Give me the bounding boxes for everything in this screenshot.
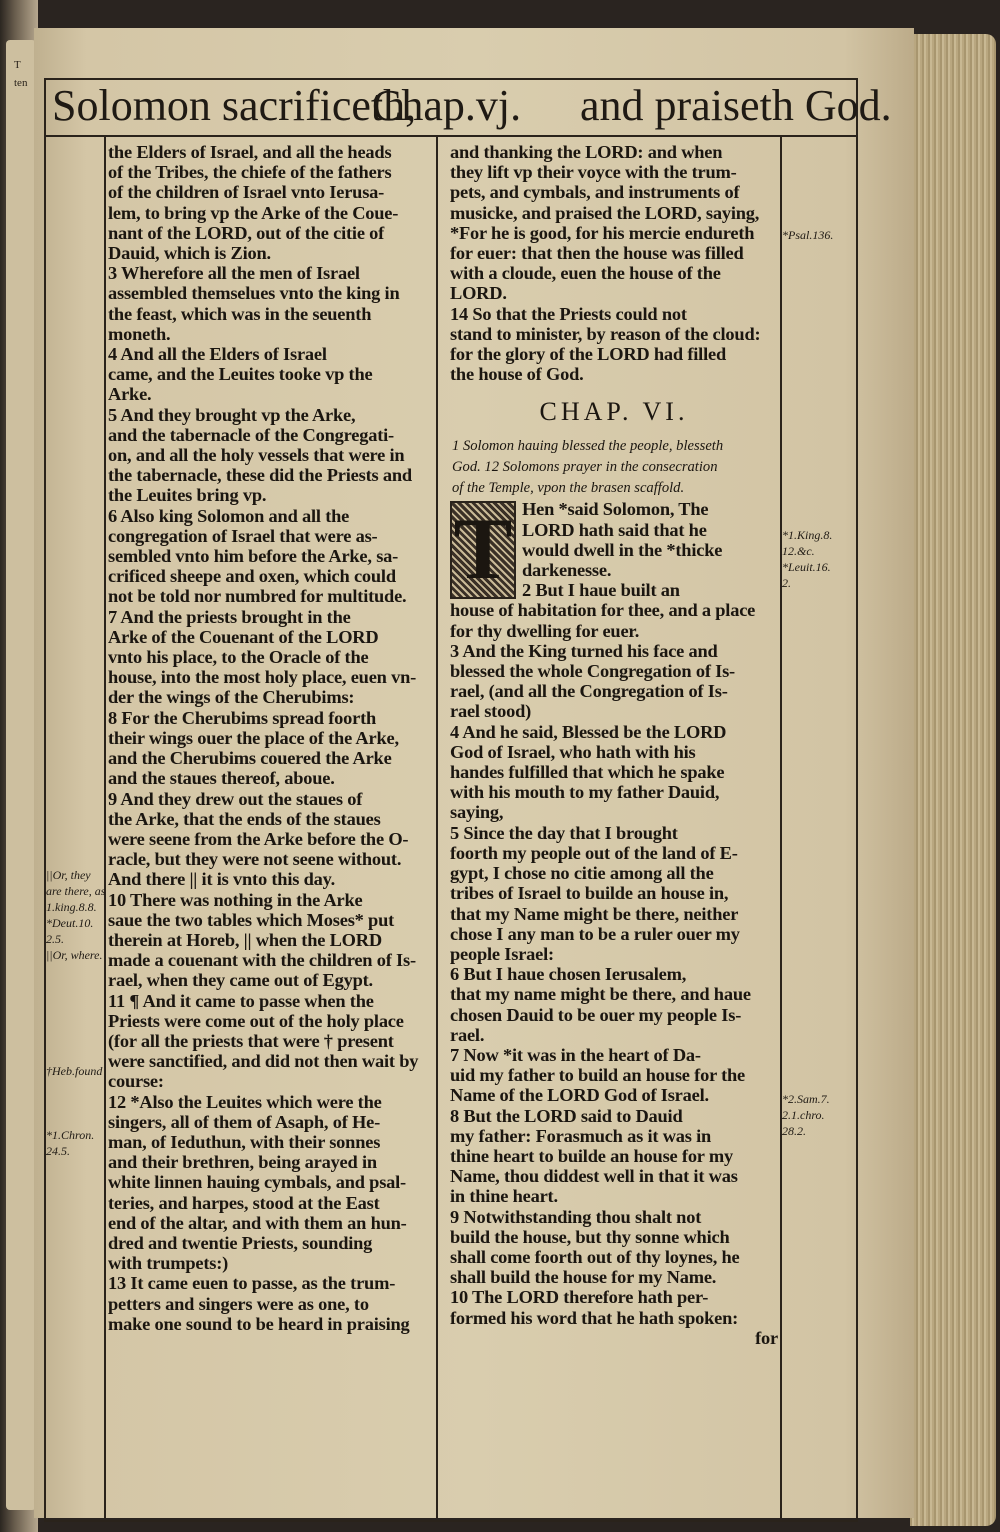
verse-line: and the tabernacle of the Congregati- (108, 424, 394, 445)
verse-line: in thine heart. (450, 1186, 558, 1207)
margin-note: *Leuit.16. (782, 560, 831, 574)
verse-line: God of Israel, who hath with his (450, 741, 696, 762)
verse-line: of the Tribes, the chiefe of the fathers (108, 162, 392, 183)
verse-line: with his mouth to my father Dauid, (450, 782, 720, 803)
verse-line: rael, (and all the Congregation of Is- (450, 681, 728, 702)
running-head-left: Solomon sacrificeth, (52, 81, 417, 130)
left-margin-rule (104, 137, 106, 1518)
verse-line: house, into the most holy place, euen vn- (108, 667, 417, 688)
book-fore-edge (910, 34, 996, 1526)
verse-line: with trumpets:) (108, 1253, 229, 1274)
verse-line: were seene from the Arke before the O- (108, 828, 409, 849)
chapter-5-ending (450, 142, 778, 384)
verse-line: crificed sheepe and oxen, which could (108, 566, 396, 587)
verse-line: 10 The LORD therefore hath per- (450, 1287, 709, 1308)
verse-line: my father: Forasmuch as it was in (450, 1125, 712, 1146)
summary-line: of the Temple, vpon the brasen scaffold. (452, 480, 685, 497)
verse-line: sembled vnto him before the Arke, sa- (108, 546, 399, 567)
margin-note: 12.&c. (782, 544, 815, 558)
verse-line: came, and the Leuites tooke vp the (108, 364, 373, 385)
summary-line: 1 Solomon hauing blessed the people, blesseth (452, 438, 724, 455)
verse-line: rael, when they came out of Egypt. (108, 970, 373, 991)
verse-line: rael. (450, 1024, 485, 1045)
verse-line: for the glory of the LORD had filled (450, 344, 726, 365)
verse-line: And there || it is vnto this day. (108, 869, 335, 890)
margin-note: 28.2. (782, 1124, 806, 1138)
verse-line: shall build the house for my Name. (450, 1267, 717, 1288)
verse-line: 4 And all the Elders of Israel (108, 344, 327, 365)
verse-line: the tabernacle, these did the Priests and (108, 465, 412, 486)
verse-line: not be told nor numbred for multitude. (108, 586, 407, 607)
verse-line: the Arke, that the ends of the staues (108, 808, 381, 829)
margin-note: ||Or, they (46, 868, 91, 882)
verse-line: end of the altar, and with them an hun- (108, 1212, 407, 1233)
verse-line: 9 Notwithstanding thou shalt not (450, 1206, 702, 1227)
margin-note: *Psal.136. (782, 228, 834, 242)
verse-line: LORD. (450, 283, 507, 304)
verse-line: the feast, which was in the seuenth (108, 303, 372, 324)
verse-line: gypt, I chose no citie among all the (450, 863, 714, 884)
margin-note: †Heb.found (46, 1064, 103, 1078)
right-margin-rule (780, 137, 782, 1518)
verse-line: shall come foorth out of thy loynes, he (450, 1246, 740, 1267)
verse-line: Hen *said Solomon, The (522, 499, 709, 520)
verse-line: uid my father to build an house for the (450, 1065, 746, 1086)
margin-note: are there, as (46, 884, 106, 898)
margin-note: *2.Sam.7. (782, 1092, 830, 1106)
verse-line: der the wings of the Cherubims: (108, 687, 355, 708)
verse-line: *For he is good, for his mercie endureth (450, 222, 755, 243)
verse-line: 6 Also king Solomon and all the (108, 505, 350, 526)
verse-line: (for all the priests that were † present (108, 1030, 394, 1051)
catchword: for (755, 1327, 778, 1348)
running-head-chapter: Chap.vj. (372, 81, 522, 130)
verse-line: for euer: that then the house was filled (450, 243, 744, 264)
verse-line: chosen Dauid to be ouer my people Is- (450, 1004, 742, 1025)
verse-line: were sanctified, and did not then wait by (108, 1051, 419, 1072)
verse-line: racle, but they were not seene without. (108, 849, 402, 870)
verse-line: man, of Ieduthun, with their sonnes (108, 1131, 381, 1152)
margin-note: 2.5. (46, 932, 64, 946)
ornamental-dropcap: T (450, 501, 516, 599)
verse-line: 5 And they brought vp the Arke, (108, 404, 356, 425)
verse-line: for thy dwelling for euer. (450, 620, 640, 641)
verse-line: saue the two tables which Moses* put (108, 909, 395, 930)
chapter-opening (450, 499, 778, 600)
verse-line: and thanking the LORD: and when (450, 142, 723, 162)
summary-line: God. 12 Solomons prayer in the consecration (452, 459, 718, 476)
verse-line: petters and singers were as one, to (108, 1293, 369, 1314)
verse-line: Arke. (108, 384, 152, 405)
verse-line: they lift vp their voyce with the trum- (450, 162, 737, 183)
verse-line: build the house, but thy sonne which (450, 1226, 730, 1247)
margin-note: *Deut.10. (46, 916, 94, 930)
verse-line: the Leuites bring vp. (108, 485, 267, 506)
verse-line: Name of the LORD God of Israel. (450, 1085, 709, 1106)
verse-line: Name, thou diddest well in that it was (450, 1166, 738, 1187)
verse-line: 2 But I haue built an (522, 580, 680, 601)
verse-line: thine heart to builde an house for my (450, 1145, 733, 1166)
verse-line: Dauid, which is Zion. (108, 243, 271, 264)
verse-line: 4 And he said, Blessed be the LORD (450, 721, 727, 742)
margin-note: *1.King.8. (782, 528, 833, 542)
verse-line: 8 But the LORD said to Dauid (450, 1105, 683, 1126)
verse-line: therein at Horeb, || when the LORD (108, 929, 382, 950)
verse-line: 7 Now *it was in the heart of Da- (450, 1044, 701, 1065)
verse-line: their wings ouer the place of the Arke, (108, 727, 399, 748)
verse-line: 13 It came euen to passe, as the trum- (108, 1273, 396, 1294)
verse-line: vnto his place, to the Oracle of the (108, 647, 369, 668)
margin-note: ||Or, where. (46, 948, 103, 962)
verse-line: LORD hath said that he (522, 519, 707, 540)
header-rule (44, 135, 856, 137)
verse-line: tribes of Israel to builde an house in, (450, 883, 729, 904)
right-text-column (450, 142, 778, 1348)
verse-line: handes fulfilled that which he spake (450, 762, 725, 783)
verse-line: and their brethren, being arayed in (108, 1152, 377, 1173)
verse-line: 3 Wherefore all the men of Israel (108, 263, 360, 284)
verse-line: Priests were come out of the holy place (108, 1010, 404, 1031)
verse-line: singers, all of them of Asaph, of He- (108, 1111, 381, 1132)
verse-line: formed his word that he hath spoken: (450, 1307, 739, 1328)
verse-line: chose I any man to be a ruler ouer my (450, 923, 740, 944)
verse-line: made a couenant with the children of Is- (108, 950, 416, 971)
verse-line: 10 There was nothing in the Arke (108, 889, 363, 910)
chapter-title: CHAP. VI. (539, 397, 689, 427)
sliver-text-2: ten (14, 77, 28, 89)
verse-line: of the children of Israel vnto Ierusa- (108, 182, 385, 203)
running-head-right: and praiseth God. (580, 81, 892, 130)
verse-line: would dwell in the *thicke (522, 539, 723, 560)
margin-note: *1.Chron. (46, 1128, 95, 1142)
verse-line: Arke of the Couenant of the LORD (108, 626, 379, 647)
verse-line: stand to minister, by reason of the cloud: (450, 323, 761, 344)
left-text-column (108, 142, 428, 1334)
verse-line: make one sound to be heard in praising (108, 1313, 410, 1334)
verse-line: on, and all the holy vessels that were in (108, 445, 405, 466)
margin-note: 2.1.chro. (782, 1108, 825, 1122)
verse-line: with a cloude, euen the house of the (450, 263, 721, 284)
chapter-summary (450, 436, 778, 499)
verse-line: nant of the LORD, out of the citie of (108, 222, 385, 243)
verse-line: 6 But I haue chosen Ierusalem, (450, 964, 687, 985)
verse-line: course: (108, 1071, 164, 1092)
margin-note: 24.5. (46, 1144, 70, 1158)
verse-line: 12 *Also the Leuites which were the (108, 1091, 382, 1112)
verse-line: moneth. (108, 323, 171, 344)
chapter-6-body (450, 600, 778, 1327)
margin-note: 1.king.8.8. (46, 900, 97, 914)
verse-line: 5 Since the day that I brought (450, 822, 678, 843)
verse-line: congregation of Israel that were as- (108, 525, 378, 546)
verse-line: foorth my people out of the land of E- (450, 842, 738, 863)
verse-line: 8 For the Cherubims spread foorth (108, 707, 377, 728)
verse-line: assembled themselues vnto the king in (108, 283, 400, 304)
verse-line: that my name might be there, and haue (450, 984, 751, 1005)
verse-line: 7 And the priests brought in the (108, 606, 351, 627)
center-column-rule (436, 137, 438, 1518)
verse-line: house of habitation for thee, and a place (450, 600, 756, 621)
verse-line: teries, and harpes, stood at the East (108, 1192, 380, 1213)
verse-line: and the staues thereof, aboue. (108, 768, 335, 789)
verse-line: 3 And the King turned his face and (450, 640, 718, 661)
verse-line: and the Cherubims couered the Arke (108, 748, 392, 769)
verse-line: pets, and cymbals, and instruments of (450, 182, 740, 203)
verse-line: saying, (450, 802, 504, 823)
margin-note: 2. (782, 576, 791, 590)
verse-line: that my Name might be there, neither (450, 903, 739, 924)
sliver-text-1: T (14, 59, 21, 71)
verse-line: people Israel: (450, 943, 554, 964)
verse-line: the Elders of Israel, and all the heads (108, 142, 392, 162)
verse-line: the house of God. (450, 364, 584, 385)
verse-line: dred and twentie Priests, sounding (108, 1232, 373, 1253)
verse-line: darkenesse. (522, 560, 612, 581)
verse-line: lem, to bring vp the Arke of the Coue- (108, 202, 399, 223)
verse-line: rael stood) (450, 701, 532, 722)
verse-line: 11 ¶ And it came to passe when the (108, 990, 374, 1011)
verse-line: 9 And they drew out the staues of (108, 788, 363, 809)
verse-line: white linnen hauing cymbals, and psal- (108, 1172, 406, 1193)
verse-line: musicke, and praised the LORD, saying, (450, 202, 760, 223)
verse-line: 14 So that the Priests could not (450, 303, 687, 324)
verse-line: blessed the whole Congregation of Is- (450, 661, 735, 682)
previous-page-sliver (6, 40, 36, 1510)
